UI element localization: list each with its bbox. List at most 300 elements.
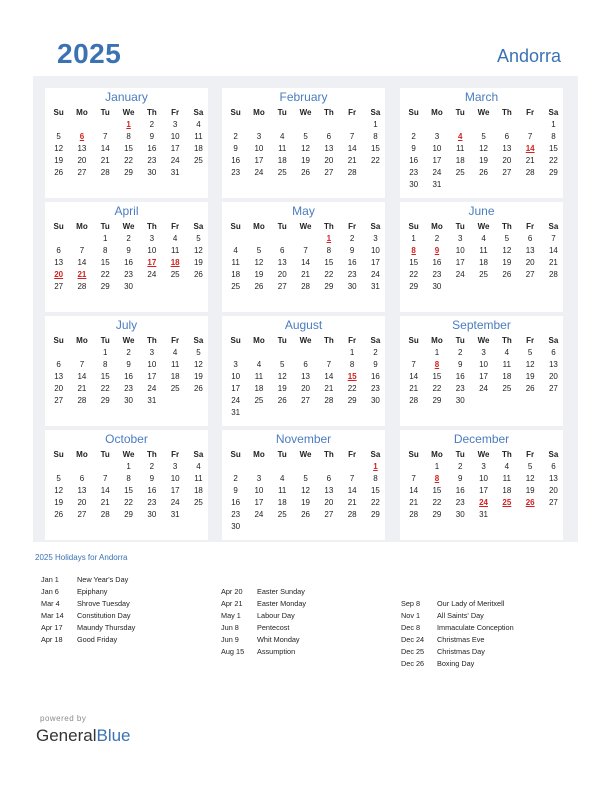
weekday-header: Su [230, 108, 241, 117]
day-cell: 14 [100, 486, 110, 495]
day-cell: 24 [370, 270, 380, 279]
day-cell: 6 [326, 132, 332, 141]
day-cell: 28 [77, 282, 87, 291]
day-cell: 16 [455, 372, 465, 381]
day-cell: 7 [303, 246, 308, 255]
day-cell: 20 [54, 384, 64, 393]
day-cell: 22 [432, 384, 442, 393]
day-cell: 30 [147, 168, 157, 177]
day-cell: 9 [458, 474, 463, 483]
day-cell: 30 [147, 510, 157, 519]
day-cell: 31 [432, 180, 442, 189]
day-cell: 2 [458, 348, 463, 357]
day-cell: 5 [303, 474, 308, 483]
weekday-header: Fr [348, 336, 357, 345]
month-september [400, 316, 563, 426]
day-cell: 8 [103, 246, 108, 255]
day-cell: 12 [54, 144, 64, 153]
day-cell: 21 [525, 156, 535, 165]
holiday-date: Dec 24 [401, 635, 425, 644]
day-cell: 7 [326, 360, 332, 369]
month-name: December [453, 432, 510, 446]
day-cell: 10 [479, 474, 488, 483]
weekday-header: Fr [171, 222, 180, 231]
day-cell: 19 [301, 156, 310, 165]
day-cell: 11 [456, 144, 465, 153]
month-name: September [452, 318, 511, 332]
day-cell: 18 [502, 372, 512, 381]
day-cell: 15 [124, 486, 133, 495]
day-cell: 18 [455, 156, 465, 165]
day-cell: 1 [103, 234, 108, 243]
month-name: July [115, 318, 138, 332]
day-cell: 12 [301, 486, 310, 495]
holiday-date: May 1 [221, 611, 241, 620]
weekday-header: Mo [76, 336, 88, 345]
day-cell: 25 [170, 270, 180, 279]
day-cell: 17 [170, 486, 180, 495]
day-cell: 24 [170, 156, 180, 165]
holiday-name: Pentecost [257, 623, 290, 632]
day-cell: 4 [280, 132, 285, 141]
weekday-header: We [299, 222, 312, 231]
weekday-header: We [299, 450, 312, 459]
day-cell: 18 [193, 486, 203, 495]
weekday-header: Sa [548, 450, 559, 459]
day-cell: 4 [172, 348, 178, 357]
day-cell: 2 [458, 462, 463, 471]
holiday-day-cell: 26 [525, 498, 535, 507]
day-cell: 22 [100, 384, 110, 393]
day-cell: 22 [347, 384, 357, 393]
day-cell: 7 [551, 234, 556, 243]
day-cell: 6 [56, 246, 61, 255]
weekday-header: Su [230, 222, 241, 231]
weekday-header: Th [501, 336, 512, 345]
month-december [400, 430, 563, 540]
weekday-header: Sa [193, 108, 204, 117]
weekday-header: Su [408, 222, 419, 231]
weekday-header: Tu [100, 222, 110, 231]
day-cell: 6 [56, 360, 61, 369]
day-cell: 20 [277, 270, 287, 279]
weekday-header: Th [501, 222, 512, 231]
day-cell: 28 [347, 168, 357, 177]
day-cell: 6 [280, 246, 285, 255]
day-cell: 12 [193, 246, 203, 255]
day-cell: 19 [301, 498, 310, 507]
holiday-date: Mar 4 [41, 599, 60, 608]
day-cell: 21 [409, 384, 419, 393]
day-cell: 3 [172, 120, 178, 129]
day-cell: 24 [479, 384, 488, 393]
weekday-header: Sa [193, 450, 204, 459]
day-cell: 10 [254, 486, 264, 495]
day-cell: 20 [301, 384, 310, 393]
day-cell: 20 [77, 156, 87, 165]
day-cell: 8 [103, 360, 108, 369]
day-cell: 1 [373, 120, 378, 129]
brand-general-text: General [36, 726, 97, 745]
day-cell: 13 [54, 372, 64, 381]
day-cell: 3 [233, 360, 238, 369]
day-cell: 19 [525, 486, 535, 495]
day-cell: 29 [100, 282, 110, 291]
day-cell: 1 [349, 348, 355, 357]
day-cell: 29 [347, 396, 357, 405]
holiday-name: All Saints' Day [437, 611, 484, 620]
holiday-name: Our Lady of Meritxell [437, 599, 505, 608]
day-cell: 27 [502, 168, 512, 177]
day-cell: 30 [124, 396, 133, 405]
weekday-header: We [299, 108, 312, 117]
day-cell: 27 [548, 498, 558, 507]
day-cell: 10 [170, 474, 180, 483]
day-cell: 20 [324, 498, 334, 507]
weekday-header: Mo [253, 336, 265, 345]
day-cell: 19 [502, 258, 512, 267]
weekday-header: Tu [455, 108, 465, 117]
day-cell: 17 [370, 258, 380, 267]
day-cell: 27 [77, 510, 87, 519]
day-cell: 7 [411, 360, 416, 369]
holidays-title: 2025 Holidays for Andorra [35, 553, 128, 562]
day-cell: 30 [432, 282, 442, 291]
day-cell: 13 [301, 372, 310, 381]
day-cell: 7 [349, 474, 355, 483]
day-cell: 6 [551, 348, 556, 357]
weekday-header: Su [408, 450, 419, 459]
weekday-header: Th [501, 108, 512, 117]
day-cell: 30 [124, 282, 133, 291]
month-june [400, 202, 563, 312]
weekday-header: Mo [76, 222, 88, 231]
day-cell: 4 [196, 120, 201, 129]
holiday-date: Jan 1 [41, 575, 59, 584]
month-january [45, 88, 208, 198]
weekday-header: Su [408, 336, 419, 345]
day-cell: 19 [193, 258, 203, 267]
day-cell: 10 [231, 372, 241, 381]
day-cell: 15 [100, 258, 110, 267]
day-cell: 21 [100, 498, 110, 507]
weekday-header: Mo [431, 336, 443, 345]
day-cell: 16 [147, 486, 157, 495]
day-cell: 5 [481, 132, 486, 141]
day-cell: 26 [254, 282, 264, 291]
weekday-header: Fr [526, 336, 535, 345]
day-cell: 17 [479, 372, 488, 381]
day-cell: 22 [370, 156, 380, 165]
weekday-header: Sa [548, 222, 559, 231]
day-cell: 18 [277, 156, 287, 165]
day-cell: 8 [326, 246, 332, 255]
day-cell: 5 [56, 474, 61, 483]
day-cell: 18 [277, 498, 287, 507]
day-cell: 3 [256, 132, 262, 141]
weekday-header: Fr [171, 450, 180, 459]
weekday-header: Mo [76, 108, 88, 117]
day-cell: 4 [233, 246, 238, 255]
weekday-header: Th [323, 336, 334, 345]
month-name: November [275, 432, 332, 446]
weekday-header: Tu [277, 222, 287, 231]
day-cell: 9 [149, 474, 155, 483]
holiday-date: Mar 14 [41, 611, 64, 620]
day-cell: 12 [525, 474, 535, 483]
day-cell: 15 [370, 144, 380, 153]
weekday-header: Fr [171, 336, 180, 345]
day-cell: 26 [301, 510, 310, 519]
month-march [400, 88, 563, 198]
weekday-header: Mo [431, 222, 443, 231]
day-cell: 13 [548, 360, 558, 369]
holiday-day-cell: 25 [502, 498, 512, 507]
holiday-name: Whit Monday [257, 635, 300, 644]
day-cell: 7 [103, 474, 108, 483]
day-cell: 11 [194, 474, 203, 483]
day-cell: 19 [254, 270, 264, 279]
weekday-header: Tu [455, 450, 465, 459]
weekday-header: Fr [348, 108, 357, 117]
holiday-day-cell: 8 [434, 360, 440, 369]
day-cell: 29 [370, 510, 380, 519]
day-cell: 14 [100, 144, 110, 153]
day-cell: 19 [479, 156, 488, 165]
day-cell: 29 [548, 168, 558, 177]
day-cell: 28 [301, 282, 310, 291]
day-cell: 26 [479, 168, 488, 177]
weekday-header: We [299, 336, 312, 345]
day-cell: 13 [277, 258, 287, 267]
day-cell: 14 [347, 486, 357, 495]
day-cell: 8 [373, 132, 378, 141]
day-cell: 26 [193, 384, 203, 393]
day-cell: 23 [455, 498, 465, 507]
weekday-header: Su [230, 450, 241, 459]
day-cell: 28 [548, 270, 558, 279]
day-cell: 31 [231, 408, 241, 417]
holiday-day-cell: 18 [170, 258, 180, 267]
day-cell: 12 [54, 486, 64, 495]
day-cell: 17 [455, 258, 465, 267]
day-cell: 12 [193, 360, 203, 369]
day-cell: 21 [548, 258, 558, 267]
day-cell: 8 [551, 132, 556, 141]
holiday-day-cell: 14 [525, 144, 535, 153]
day-cell: 23 [231, 168, 241, 177]
day-cell: 24 [254, 168, 264, 177]
day-cell: 2 [126, 348, 131, 357]
holiday-day-cell: 17 [147, 258, 157, 267]
weekday-header: Th [146, 222, 157, 231]
month-august [222, 316, 385, 426]
day-cell: 29 [124, 510, 133, 519]
day-cell: 25 [170, 384, 180, 393]
day-cell: 13 [548, 474, 558, 483]
day-cell: 9 [149, 132, 155, 141]
weekday-header: Su [230, 336, 241, 345]
weekday-header: Fr [526, 450, 535, 459]
day-cell: 17 [432, 156, 442, 165]
day-cell: 19 [277, 384, 287, 393]
day-cell: 7 [79, 360, 85, 369]
day-cell: 15 [324, 258, 334, 267]
day-cell: 28 [324, 396, 334, 405]
holiday-name: Labour Day [257, 611, 295, 620]
weekday-header: Sa [193, 336, 204, 345]
holiday-day-cell: 21 [77, 270, 87, 279]
holiday-name: Christmas Eve [437, 635, 485, 644]
day-cell: 12 [254, 258, 264, 267]
day-cell: 3 [373, 234, 378, 243]
day-cell: 27 [301, 396, 310, 405]
day-cell: 26 [54, 510, 64, 519]
day-cell: 18 [170, 372, 180, 381]
day-cell: 27 [548, 384, 558, 393]
day-cell: 12 [479, 144, 488, 153]
day-cell: 5 [527, 348, 533, 357]
day-cell: 21 [324, 384, 334, 393]
day-cell: 15 [548, 144, 558, 153]
holiday-date: Dec 26 [401, 659, 425, 668]
day-cell: 12 [502, 246, 512, 255]
day-cell: 26 [301, 168, 310, 177]
weekday-header: Sa [193, 222, 204, 231]
day-cell: 18 [502, 486, 512, 495]
day-cell: 28 [409, 510, 419, 519]
day-cell: 18 [479, 258, 488, 267]
day-cell: 2 [411, 132, 416, 141]
day-cell: 20 [548, 486, 558, 495]
weekday-header: We [477, 450, 490, 459]
day-cell: 10 [170, 132, 180, 141]
holiday-name: Christmas Day [437, 647, 485, 656]
weekday-header: Fr [348, 222, 357, 231]
day-cell: 23 [409, 168, 419, 177]
day-cell: 2 [233, 132, 238, 141]
day-cell: 27 [324, 510, 334, 519]
day-cell: 17 [231, 384, 241, 393]
weekday-header: Fr [348, 450, 357, 459]
day-cell: 14 [409, 486, 419, 495]
day-cell: 13 [324, 144, 334, 153]
day-cell: 26 [193, 270, 203, 279]
day-cell: 7 [411, 474, 416, 483]
holiday-day-cell: 20 [54, 270, 64, 279]
day-cell: 27 [54, 282, 64, 291]
day-cell: 31 [370, 282, 380, 291]
day-cell: 2 [233, 474, 238, 483]
weekday-header: Tu [277, 450, 287, 459]
day-cell: 4 [256, 360, 262, 369]
day-cell: 24 [231, 396, 241, 405]
day-cell: 23 [432, 270, 442, 279]
day-cell: 4 [196, 462, 201, 471]
day-cell: 28 [347, 510, 357, 519]
day-cell: 18 [193, 144, 203, 153]
day-cell: 20 [525, 258, 535, 267]
day-cell: 11 [170, 360, 180, 369]
day-cell: 30 [370, 396, 380, 405]
day-cell: 28 [100, 168, 110, 177]
generalblue-logo[interactable] [36, 726, 131, 746]
day-cell: 16 [231, 498, 241, 507]
holiday-day-cell: 24 [479, 498, 488, 507]
weekday-header: Mo [253, 450, 265, 459]
day-cell: 5 [527, 462, 533, 471]
day-cell: 11 [254, 372, 264, 381]
day-cell: 15 [124, 144, 133, 153]
month-name: May [292, 204, 315, 218]
month-may [222, 202, 385, 312]
day-cell: 14 [77, 372, 87, 381]
holiday-date: Nov 1 [401, 611, 421, 620]
month-name: April [114, 204, 139, 218]
weekday-header: Su [53, 222, 64, 231]
day-cell: 31 [170, 510, 180, 519]
day-cell: 22 [124, 498, 133, 507]
day-cell: 15 [100, 372, 110, 381]
day-cell: 3 [149, 348, 155, 357]
day-cell: 5 [303, 132, 308, 141]
weekday-header: Fr [526, 108, 535, 117]
holiday-date: Apr 17 [41, 623, 63, 632]
day-cell: 17 [479, 486, 488, 495]
weekday-header: Th [146, 450, 157, 459]
weekday-header: Sa [370, 108, 381, 117]
weekday-header: Th [323, 222, 334, 231]
day-cell: 13 [502, 144, 512, 153]
weekday-header: We [477, 222, 490, 231]
day-cell: 23 [147, 156, 157, 165]
day-cell: 8 [126, 474, 131, 483]
day-cell: 9 [373, 360, 378, 369]
weekday-header: Th [323, 108, 334, 117]
day-cell: 24 [254, 510, 264, 519]
day-cell: 10 [254, 144, 264, 153]
day-cell: 11 [231, 258, 240, 267]
day-cell: 8 [349, 360, 355, 369]
day-cell: 16 [231, 156, 241, 165]
day-cell: 9 [411, 144, 416, 153]
day-cell: 11 [278, 486, 287, 495]
day-cell: 2 [373, 348, 378, 357]
day-cell: 16 [455, 486, 465, 495]
day-cell: 3 [481, 348, 486, 357]
day-cell: 10 [370, 246, 380, 255]
day-cell: 19 [525, 372, 535, 381]
day-cell: 12 [277, 372, 287, 381]
weekday-header: Sa [370, 450, 381, 459]
holiday-name: Immaculate Conception [437, 623, 514, 632]
day-cell: 14 [301, 258, 310, 267]
day-cell: 21 [347, 498, 357, 507]
holiday-date: Apr 18 [41, 635, 63, 644]
holiday-date: Aug 15 [221, 647, 245, 656]
day-cell: 7 [79, 246, 85, 255]
day-cell: 17 [147, 372, 157, 381]
weekday-header: Sa [370, 222, 381, 231]
weekday-header: Tu [100, 108, 110, 117]
weekday-header: Tu [100, 336, 110, 345]
day-cell: 31 [147, 396, 157, 405]
day-cell: 2 [149, 462, 155, 471]
day-cell: 19 [193, 372, 203, 381]
day-cell: 11 [479, 246, 488, 255]
month-name: March [464, 90, 499, 104]
day-cell: 18 [231, 270, 241, 279]
